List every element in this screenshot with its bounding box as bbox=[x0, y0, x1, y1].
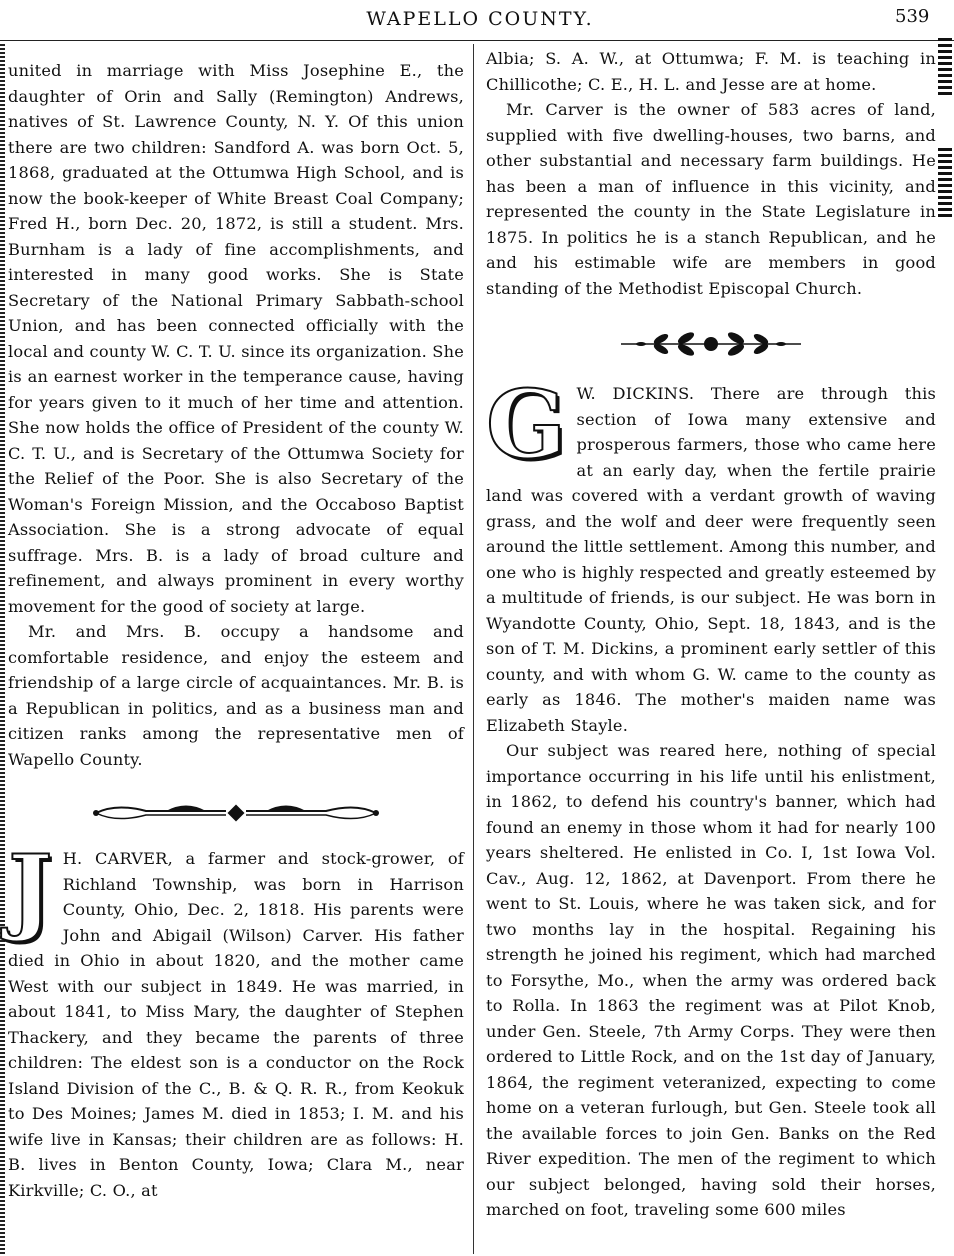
paragraph: Mr. and Mrs. B. occupy a handsome and comfortable residence, and enjoy the esteem and friendship of a large circle of acquaintances. Mr. B. is a Republican in politics, and as a business man and citizen ranks among the representative men of Wapello County. bbox=[8, 622, 464, 769]
left-column bbox=[8, 58, 464, 1203]
paragraph: Mr. Carver is the owner of 583 acres of land, supplied with five dwelling-houses, two barns, and other substantial and necessary farm buildings. He has been a man of influence in this vicinity, and represented the county in the State Legislature in 1875. In politics he is a stanch Republican, and he and his estimable wife are members in good standing of the Methodist Episcopal Church. bbox=[486, 100, 936, 298]
header-rule bbox=[0, 40, 954, 41]
page-edge-mark bbox=[938, 38, 952, 98]
paragraph: united in marriage with Miss Josephine E., the daughter of Orin and Sally (Remington) Andrews, natives of St. Lawrence County, N. Y. Of this union there are two children: Sandford A. was born Oct. 5, 1868, graduated at the Ottumwa High School, and is now the book-keeper of White Breast Coal Company; Fred H., born Dec. 20, 1872, is still a student. Mrs. Burnham is a lady of fine accomplishments, and interested in many good works. She is State Secretary of the National Primary Sabbath-school Union, and has been connected officially with the local and county W. C. T. U. since its organization. She is an earnest worker in the temperance cause, having for years given to it much of her time and attention. She now holds the office of President of the county W. C. T. U., and is Secretary of the Ottumwa Society for the Relief of the Poor. She is also Secretary of the Woman's Foreign Mission, and the Occaboso Baptist Association. She is a strong advocate of equal suffrage. Mrs. B. is a lady of broad culture and refinement, and always prominent in every worthy movement for the good of society at large. bbox=[8, 61, 464, 616]
page-header bbox=[0, 6, 954, 42]
page-edge-mark bbox=[938, 148, 952, 218]
drop-cap: J bbox=[8, 835, 53, 945]
running-head: WAPELLO COUNTY. bbox=[366, 8, 594, 30]
right-column bbox=[486, 46, 936, 1223]
column-divider bbox=[473, 44, 474, 1254]
paragraph: Our subject was reared here, nothing of special importance occurring in his life until his enlistment, in 1862, to defend his country's banner, which had found an enemy in those whom it had for nearly 100 years sheltered. He enlisted in Co. I, 1st Iowa Vol. Cav., Aug. 12, 1862, at Davenport. From there he went to St. Louis, where he was taken sick, and for two months lay in the hospital. Regaining his strength he joined his regiment, which had marched to Forsythe, Mo., when the army was ordered back to Rolla. In 1863 the regiment was at Pilot Knob, under Gen. Steele, 7th Army Corps. They were then ordered to Little Rock, and on the 1st day of January, 1864, the regiment veteranized, expecting to come home on a veteran furlough, but Gen. Steele took all the available forces to join Gen. Banks on the Red River expedition. The men of the regiment to which our subject belonged, having sold their horses, marched on foot, traveling some 600 miles bbox=[486, 741, 936, 1219]
page-binding-edge bbox=[0, 44, 5, 1256]
biography-paragraph bbox=[8, 835, 464, 1203]
paragraph-text: H. CARVER, a farmer and stock-grower, of Richland Township, was born in Harrison County, Ohio, Dec. 2, 1818. His parents were John and Abigail (Wilson) Carver. His father died in Ohio in about 1820, and the mother came West with our subject in 1849. He was married, in about 1841, to Miss Mary, the daughter of Stephen Thackery, and they became the parents of three children: The eldest son is a conductor on the Rock Island Division of the C., B. & Q. R. R., from Keokuk to Des Moines; James M. died in 1853; I. M. and his wife live in Kansas; their children are as follows: H. B. lives in Benton County, Iowa; Clara M., near Kirkville; C. O., at bbox=[8, 849, 464, 1200]
page-number: 539 bbox=[895, 6, 930, 27]
paragraph: Albia; S. A. W., at Ottumwa; F. M. is teaching in Chillicothe; C. E., H. L. and Jesse are at home. bbox=[486, 49, 936, 94]
ornamental-divider-leaves bbox=[616, 329, 806, 359]
ornamental-divider-scroll bbox=[86, 798, 386, 828]
drop-cap: G bbox=[486, 370, 567, 480]
paragraph-text: W. DICKINS. There are through this section of Iowa many extensive and prosperous farmers, those who came here at an early day, when the fertile prairie land was covered with a verdant growth of waving grass, and the wolf and deer were frequently seen around the little settlement. Among this number, and one who is highly respected and greatly esteemed by a multitude of friends, is our subject. He was born in Wyandotte County, Ohio, Sept. 18, 1843, and is the son of T. M. Dickins, a prominent early settler of this county, and with whom G. W. came to the county as early as 1846. The mother's maiden name was Elizabeth Stayle. bbox=[486, 384, 936, 735]
biography-paragraph bbox=[486, 370, 936, 738]
